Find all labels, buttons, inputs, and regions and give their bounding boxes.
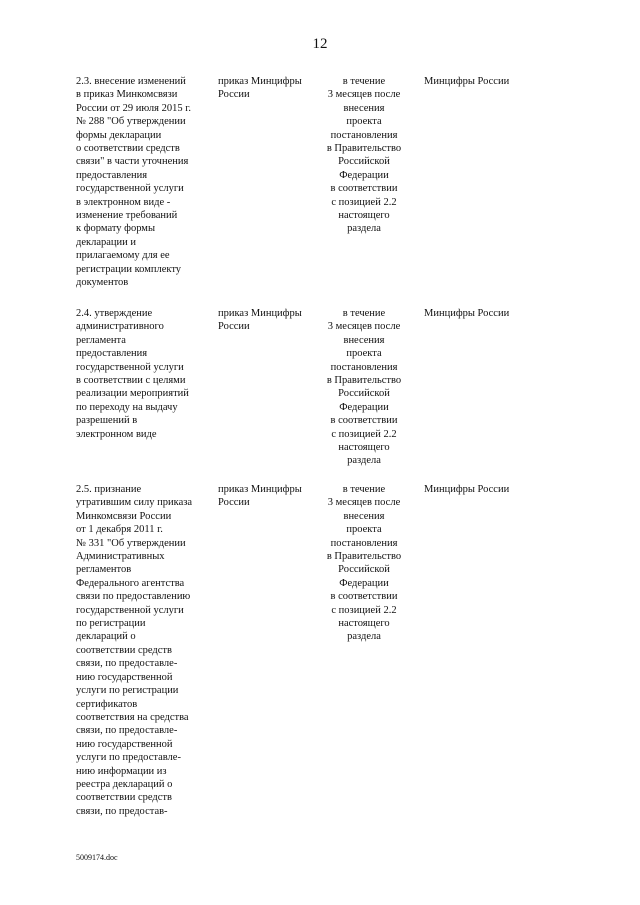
- cell-line: России: [218, 321, 250, 333]
- cell-line: Федерации: [339, 169, 389, 181]
- cell-line: формы декларации: [76, 129, 162, 141]
- cell-line: с позицией 2.2: [331, 604, 397, 616]
- cell-line: внесения: [343, 510, 385, 522]
- cell-line: декларации и: [76, 236, 137, 248]
- cell-line: Минцифры России: [424, 76, 510, 87]
- cell-line: приказ Минцифры: [218, 76, 302, 87]
- cell-line: в соответствии: [330, 415, 398, 427]
- cell-line: связи, по предостав-: [76, 805, 168, 817]
- cell-line: 3 месяцев после: [327, 497, 401, 509]
- cell-line: в электронном виде -: [76, 196, 171, 208]
- cell-line: прилагаемому для ее: [76, 250, 170, 262]
- cell-line: в Правительство: [326, 551, 402, 563]
- cell-line: Минцифры России: [424, 308, 510, 319]
- deadline-cell: [314, 75, 414, 236]
- cell-line: постановления: [330, 129, 398, 141]
- cell-line: соответствии средств: [76, 644, 172, 656]
- cell-line: утратившим силу приказа: [76, 497, 193, 509]
- cell-line: регистрации комплекту: [76, 263, 182, 275]
- cell-line: административного: [76, 321, 164, 333]
- task-cell: [76, 75, 216, 290]
- cell-line: в Правительство: [326, 143, 402, 155]
- document-type-cell: [218, 483, 318, 510]
- cell-line: России: [218, 89, 250, 101]
- cell-line: нию государственной: [76, 738, 173, 750]
- cell-line: регламента: [76, 334, 126, 346]
- cell-line: нию государственной: [76, 671, 173, 683]
- cell-line: Федерации: [339, 577, 389, 589]
- cell-line: реализации мероприятий: [76, 388, 189, 400]
- deadline-cell: [314, 483, 414, 644]
- cell-line: № 288 "Об утверждении: [76, 116, 186, 128]
- cell-line: в Правительство: [326, 375, 402, 387]
- cell-line: проекта: [346, 348, 382, 360]
- cell-line: разрешений в: [76, 415, 138, 427]
- cell-line: о соответствии средств: [76, 143, 180, 155]
- cell-line: с позицией 2.2: [331, 428, 397, 440]
- cell-line: связи, по предоставле-: [76, 725, 178, 737]
- responsible-cell: [424, 307, 554, 320]
- cell-line: по переходу на выдачу: [76, 401, 178, 413]
- cell-line: в течение: [342, 76, 386, 87]
- cell-line: раздела: [347, 223, 381, 235]
- cell-line: 2.4. утверждение: [76, 308, 153, 319]
- cell-line: в течение: [342, 308, 386, 319]
- cell-line: России: [218, 497, 250, 509]
- cell-line: изменение требований: [76, 210, 178, 222]
- cell-line: государственной услуги: [76, 604, 184, 616]
- cell-line: Российской: [338, 564, 390, 576]
- cell-line: документов: [76, 277, 129, 289]
- cell-line: постановления: [330, 537, 398, 549]
- responsible-cell: [424, 75, 554, 88]
- cell-line: раздела: [347, 455, 381, 467]
- cell-line: настоящего: [338, 442, 390, 454]
- cell-line: 2.5. признание: [76, 484, 142, 495]
- cell-line: 2.3. внесение изменений: [76, 76, 186, 87]
- document-type-cell: [218, 75, 318, 102]
- cell-line: приказ Минцифры: [218, 308, 302, 319]
- document-type-cell: [218, 307, 318, 334]
- cell-line: деклараций о: [76, 631, 136, 643]
- cell-line: раздела: [347, 631, 381, 643]
- cell-line: Минкомсвязи России: [76, 510, 172, 522]
- task-cell: [76, 307, 216, 441]
- cell-line: с позицией 2.2: [331, 196, 397, 208]
- cell-line: Федерации: [339, 401, 389, 413]
- cell-line: 3 месяцев после: [327, 89, 401, 101]
- cell-line: Административных: [76, 551, 165, 563]
- cell-line: соответствия на средства: [76, 711, 189, 723]
- cell-line: приказ Минцифры: [218, 484, 302, 495]
- cell-line: России от 29 июля 2015 г.: [76, 102, 191, 114]
- cell-line: в соответствии: [330, 183, 398, 195]
- cell-line: услуги по предоставле-: [76, 752, 181, 764]
- cell-line: связи, по предоставле-: [76, 658, 178, 670]
- page-number: 12: [312, 36, 328, 52]
- cell-line: предоставления: [76, 169, 148, 181]
- deadline-cell: [314, 307, 414, 468]
- cell-line: 3 месяцев после: [327, 321, 401, 333]
- cell-line: к формату формы: [76, 223, 156, 235]
- cell-line: от 1 декабря 2011 г.: [76, 524, 163, 536]
- cell-line: Российской: [338, 388, 390, 400]
- cell-line: Российской: [338, 156, 390, 168]
- task-cell: [76, 483, 216, 818]
- cell-line: в соответствии: [330, 591, 398, 603]
- cell-line: нию информации из: [76, 765, 167, 777]
- cell-line: № 331 "Об утверждении: [76, 537, 186, 549]
- cell-line: соответствии средств: [76, 792, 172, 804]
- cell-line: связи" в части уточнения: [76, 156, 189, 168]
- file-name: 5009174.doc: [76, 853, 118, 862]
- cell-line: в приказ Минкомсвязи: [76, 89, 178, 101]
- cell-line: внесения: [343, 102, 385, 114]
- cell-line: связи по предоставлению: [76, 591, 191, 603]
- cell-line: внесения: [343, 334, 385, 346]
- cell-line: реестра деклараций о: [76, 778, 173, 790]
- cell-line: настоящего: [338, 210, 390, 222]
- cell-line: проекта: [346, 524, 382, 536]
- cell-line: по регистрации: [76, 618, 146, 630]
- cell-line: сертификатов: [76, 698, 138, 710]
- cell-line: государственной услуги: [76, 361, 184, 373]
- cell-line: настоящего: [338, 618, 390, 630]
- cell-line: в течение: [342, 484, 386, 495]
- cell-line: электронном виде: [76, 428, 157, 440]
- cell-line: государственной услуги: [76, 183, 184, 195]
- cell-line: Минцифры России: [424, 484, 510, 495]
- cell-line: регламентов: [76, 564, 132, 576]
- cell-line: проекта: [346, 116, 382, 128]
- responsible-cell: [424, 483, 554, 496]
- cell-line: предоставления: [76, 348, 148, 360]
- cell-line: услуги по регистрации: [76, 685, 179, 697]
- cell-line: Федерального агентства: [76, 577, 185, 589]
- cell-line: в соответствии с целями: [76, 375, 186, 387]
- cell-line: постановления: [330, 361, 398, 373]
